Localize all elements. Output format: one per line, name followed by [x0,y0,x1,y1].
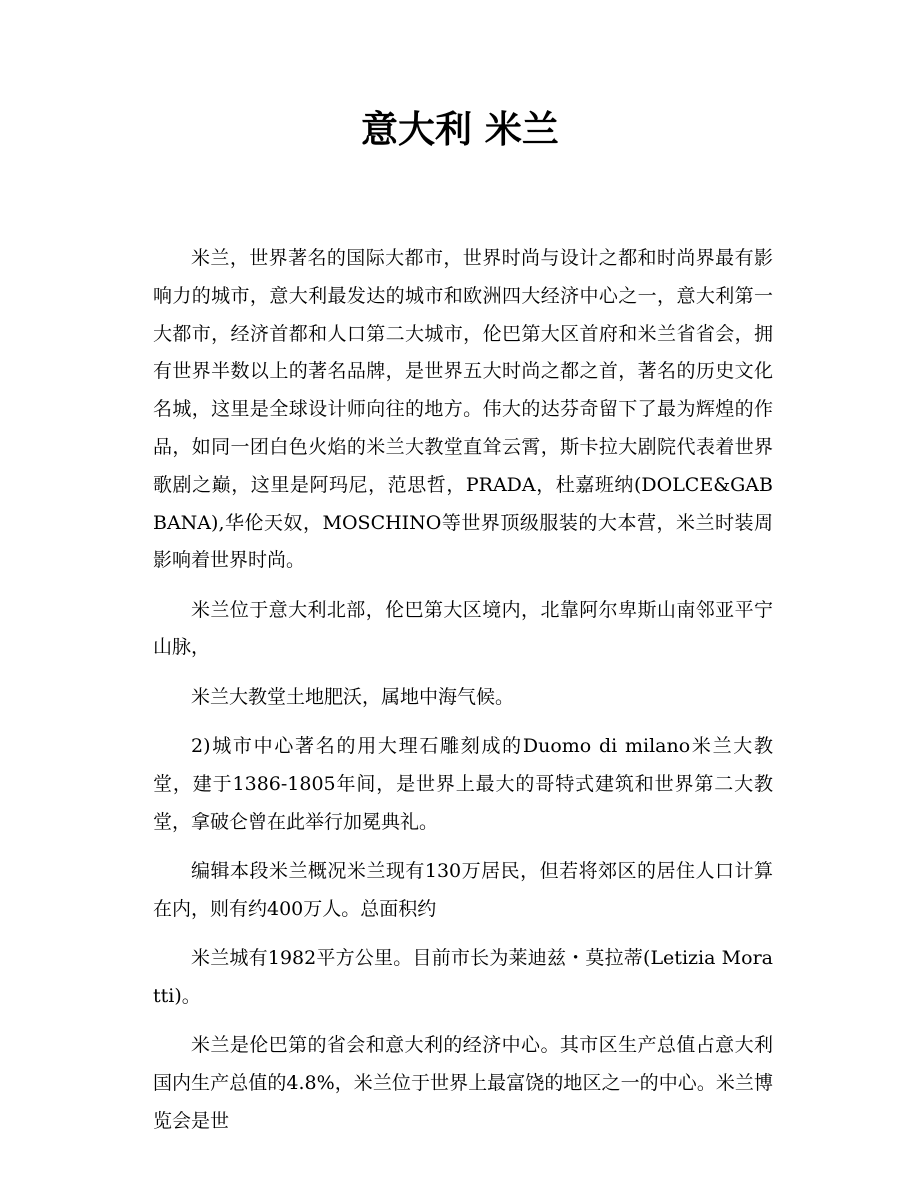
document-title: 意大利 米兰 [361,108,559,151]
paragraph-location: 米兰位于意大利北部，伦巴第大区境内，北靠阿尔卑斯山南邻亚平宁山脉， [153,598,773,659]
paragraph-area: 米兰城有1982平方公里。目前市长为莱迪兹・莫拉蒂(Letizia Moratti)。 [153,947,773,1007]
paragraph-economy: 米兰是伦巴第的省会和意大利的经济中心。其市区生产总值占意大利国内生产总值的4.8%，米兰位于世界上最富饶的地区之一的中心。米兰博览会是世 [153,1034,773,1132]
paragraph-population: 编辑本段米兰概况米兰现有130万居民，但若将郊区的居住人口计算在内，则有约400万人。总面积约 [153,859,773,920]
document-body [153,240,773,1152]
paragraph-intro: 米兰，世界著名的国际大都市，世界时尚与设计之都和时尚界最有影响力的城市，意大利最发达的城市和欧洲四大经济中心之一，意大利第一大都市，经济首都和人口第二大城市，伦巴第大区首府和米兰省省会，拥有世界半数以上的著名品牌，是世界五大时尚之都之首，著名的历史文化名城，这里是全球设计师向往的地方。伟大的达芬奇留下了最为辉煌的作品，如同一团白色火焰的米兰大教堂直耸云霄，斯卡拉大剧院代表着世界歌剧之巅，这里是阿玛尼，范思哲，PRADA，杜嘉班纳(DOLCE&GABBANA),华伦天奴，MOSCHINO等世界顶级服装的大本营，米兰时装周影响着世界时尚。 [153,247,773,572]
paragraph-cathedral: 2)城市中心著名的用大理石雕刻成的Duomo di milano米兰大教堂，建于1386-1805年间，是世界上最大的哥特式建筑和世界第二大教堂，拿破仑曾在此举行加冕典礼。 [153,735,773,833]
paragraph-climate: 米兰大教堂土地肥沃，属地中海气候。 [191,685,515,708]
